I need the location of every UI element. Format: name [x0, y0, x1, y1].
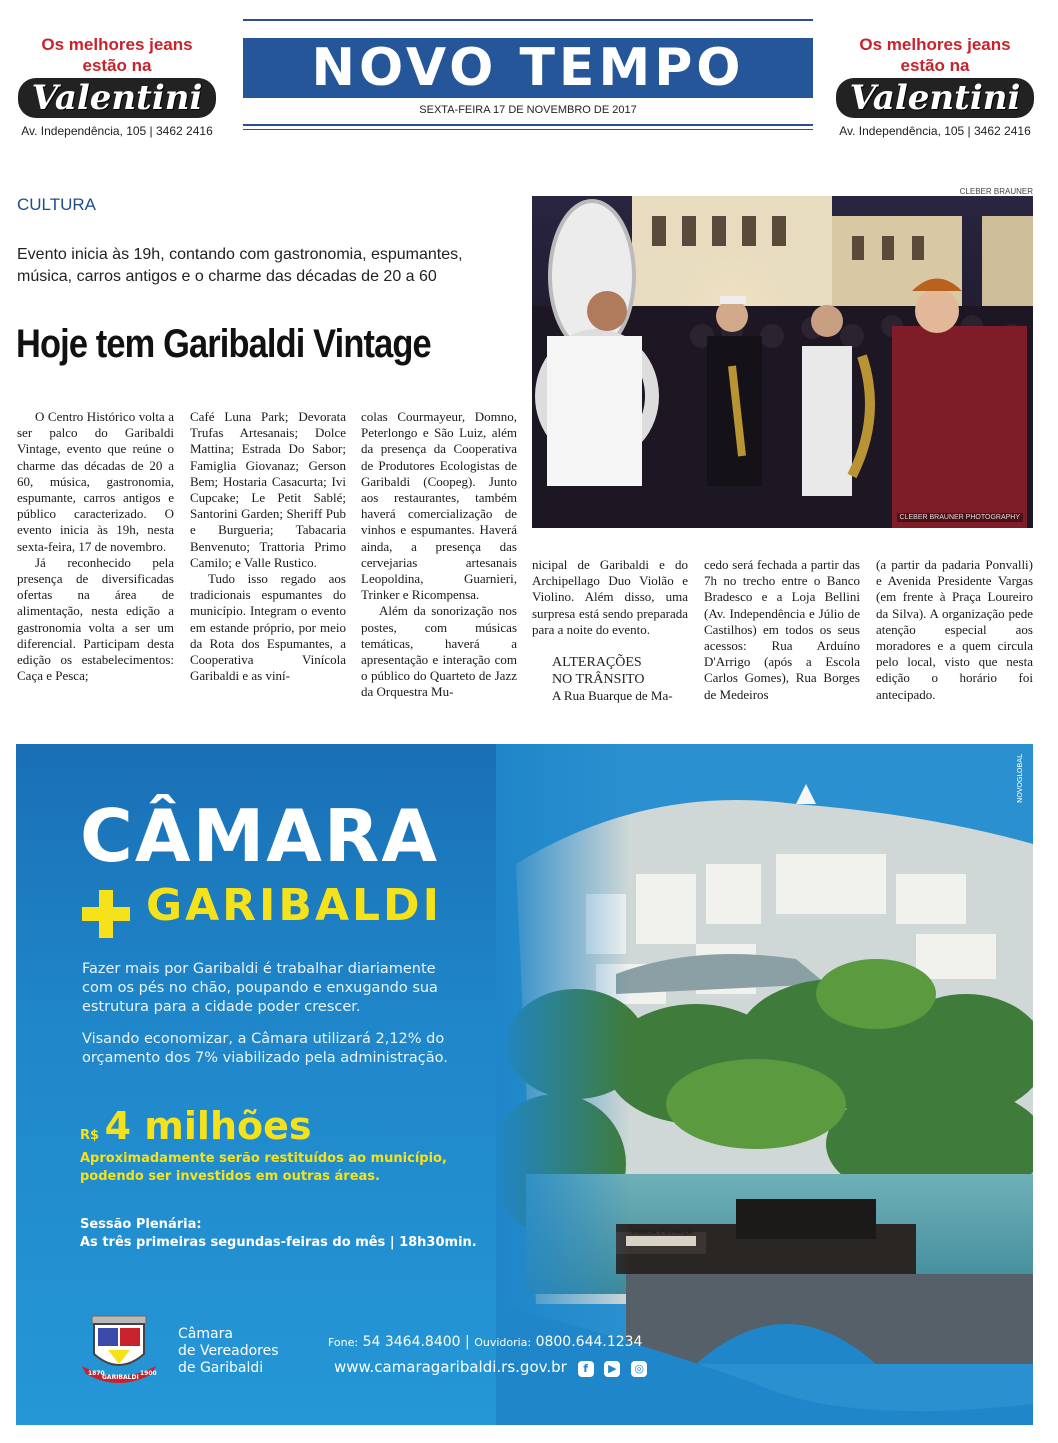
article-paragraph: colas Courmayeur, Domno, Peterlongo e São Luiz, além da presença da Cooperativa de Produtores Ecologistas de Garibaldi (Coopeg). Junto aos restaurantes, também haverá comercialização de vinhos e espumantes. Haverá ainda, a presença das cervejarias artesanais Leopoldina, Guarnieri, Trinker e Ricompensa. — [361, 409, 517, 603]
valentini-logo: Valentini — [836, 78, 1035, 118]
article-paragraph: Tudo isso regado aos tradicionais espumantes do município. Integram o evento em estande próprio, por meio da Rota dos Espumantes, a Cooperativa Vinícola Garibaldi e as viní- — [190, 571, 346, 684]
plus-icon — [82, 890, 130, 938]
header-top-rule — [243, 19, 813, 21]
ombudsman-label: Ouvidoria: — [474, 1336, 532, 1349]
session-schedule: As três primeiras segundas-feiras do mês | 18h30min. — [80, 1235, 477, 1250]
amount-note-2: podendo ser investidos em outras áreas. — [80, 1169, 380, 1184]
camara-advertisement[interactable] — [16, 744, 1033, 1425]
seal-year-left: 1870 — [88, 1370, 105, 1377]
valentini-logo: Valentini — [18, 78, 217, 118]
article-column-3 — [361, 409, 517, 701]
article-column-5 — [704, 557, 860, 703]
currency-symbol: R$ — [80, 1128, 100, 1143]
seal-year-right: 1900 — [140, 1370, 157, 1377]
article-paragraph: (a partir da padaria Ponvalli) e Avenida Presidente Vargas (em frente à Praça Loureiro da Silva). A organização pede atenção especial aos moradores e a quem circula pelo local, visto que nesta edição o horário foi antecipado. — [876, 557, 1033, 702]
article-headline: Hoje tem Garibaldi Vintage — [16, 322, 431, 366]
section-label: CULTURA — [17, 195, 97, 214]
article-paragraph: A Rua Buarque de Ma- — [552, 688, 673, 704]
article-paragraph: O Centro Histórico volta a ser palco do Garibaldi Vintage, evento que reúne o charme das décadas de 20 a 60, música, gastronomia, espumante, carros antigos e público caracterizado. O evento inicia às 19h, nesta sexta-feira, 17 de novembro. — [17, 409, 174, 554]
org-line-1: Câmara — [178, 1326, 233, 1342]
ad-title-garibaldi: GARIBALDI — [146, 880, 442, 931]
contact-line: Fone: 54 3464.8400 | Ouvidoria: 0800.644.1234 — [328, 1334, 643, 1350]
article-column-6 — [876, 557, 1033, 703]
ad-slogan-line1: Os melhores jeans — [41, 35, 193, 54]
intertitle-line1: ALTERAÇÕES — [552, 655, 642, 671]
article-paragraph: cedo será fechada a partir das 7h no trecho entre o Banco Bradesco e a Loja Bellini (Av. Independência e Júlio de Castilhos) em todos os seus acessos: Rua Arduíno D'Arrigo (após a Escola Carlos Gomes), Rua Borges de Medeiros — [704, 557, 860, 702]
instagram-icon[interactable]: ◎ — [631, 1361, 647, 1377]
header-ad-right[interactable] — [830, 34, 1040, 138]
article-paragraph: Café Luna Park; Devorata Trufas Artesanais; Dolce Mattina; Estrada Do Sabor; Famiglia Giovanaz; Gerson Bem; Hostaria Casacurta; Ivi Cupcake; Le Petit Sablé; Santorini Garden; Sheriff Pub e Burgueria; Tabacaria Benvenuto; Trattoria Primo Camilo; e Valle Rustico. — [190, 409, 346, 570]
ad-amount — [80, 1104, 312, 1148]
ad-slogan-line2: estão na — [900, 56, 970, 75]
photo-credit: CLEBER BRAUNER — [959, 187, 1033, 196]
youtube-icon[interactable]: ▶ — [604, 1361, 620, 1377]
article-subhead: Evento inicia às 19h, contando com gastronomia, espumantes, música, carros antigos e o charme das décadas de 20 a 60 — [17, 246, 463, 285]
session-label: Sessão Plenária: — [80, 1217, 202, 1232]
article-column-4 — [532, 557, 688, 704]
photo-credit-inset: CLEBER BRAUNER PHOTOGRAPHY — [897, 513, 1023, 522]
phone-number[interactable]: 54 3464.8400 — [362, 1334, 461, 1350]
ad-paragraph-1: Fazer mais por Garibaldi é trabalhar diariamente com os pés no chão, poupando e enxugando sua estrutura para a cidade poder crescer. — [82, 961, 438, 1015]
website-link[interactable]: www.camaragaribaldi.rs.gov.br — [334, 1358, 567, 1376]
article-paragraph: Além da sonorização nos postes, com músicas temáticas, haverá a apresentação e interação com o público do Quarteto de Jazz da Orquestra Mu- — [361, 603, 517, 700]
seal-city-name: GARIBALDI — [102, 1374, 139, 1381]
agency-signature: NOVOGLOBAL — [1016, 754, 1024, 803]
header-rule-thin — [243, 129, 813, 130]
ad-slogan-line1: Os melhores jeans — [859, 35, 1011, 54]
ad-slogan-line2: estão na — [82, 56, 152, 75]
article-paragraph: Já reconhecido pela presença de diversificadas ofertas na área de alimentação, nesta edição a gastronomia volta a ser um diferencial. Participam desta edição os estabelecimentos: Caça e Pesca; — [17, 554, 174, 684]
organization-name — [178, 1326, 279, 1377]
article-photo — [532, 196, 1033, 528]
ad-title: CÂMARA — [80, 794, 440, 878]
publication-date: SEXTA-FEIRA 17 DE NOVEMBRO DE 2017 — [419, 104, 637, 116]
band-photo-illustration — [532, 196, 1033, 528]
phone-label: Fone: — [328, 1336, 359, 1349]
city-landscape-illustration — [496, 744, 1033, 1425]
header-ad-left[interactable] — [12, 34, 222, 138]
article-column-1 — [17, 409, 174, 684]
amount-note-1: Aproximadamente serão restituídos ao município, — [80, 1151, 447, 1166]
train-sign-text: MARIA FUMAÇA — [631, 1228, 693, 1236]
ad-address: Av. Independência, 105 | 3462 2416 — [21, 124, 213, 138]
article-paragraph: nicipal de Garibaldi e do Archipellago Duo Violão e Violino. Além disso, uma surpresa está sendo preparada para a noite do evento. — [532, 557, 688, 637]
ad-paragraph-2: Visando economizar, a Câmara utilizará 2,12% do orçamento dos 7% viabilizado pela administração. — [82, 1031, 448, 1066]
facebook-icon[interactable]: f — [578, 1361, 594, 1377]
ombudsman-number[interactable]: 0800.644.1234 — [535, 1334, 643, 1350]
org-line-2: de Vereadores — [178, 1343, 279, 1359]
website-line — [334, 1358, 647, 1377]
ad-address: Av. Independência, 105 | 3462 2416 — [839, 124, 1031, 138]
intertitle-line2: NO TRÂNSITO — [552, 672, 645, 688]
article-column-2 — [190, 409, 346, 684]
masthead: NOVO TEMPO — [243, 38, 813, 98]
amount-value: 4 milhões — [104, 1104, 312, 1148]
header-rule — [243, 124, 813, 126]
org-line-3: de Garibaldi — [178, 1360, 264, 1376]
